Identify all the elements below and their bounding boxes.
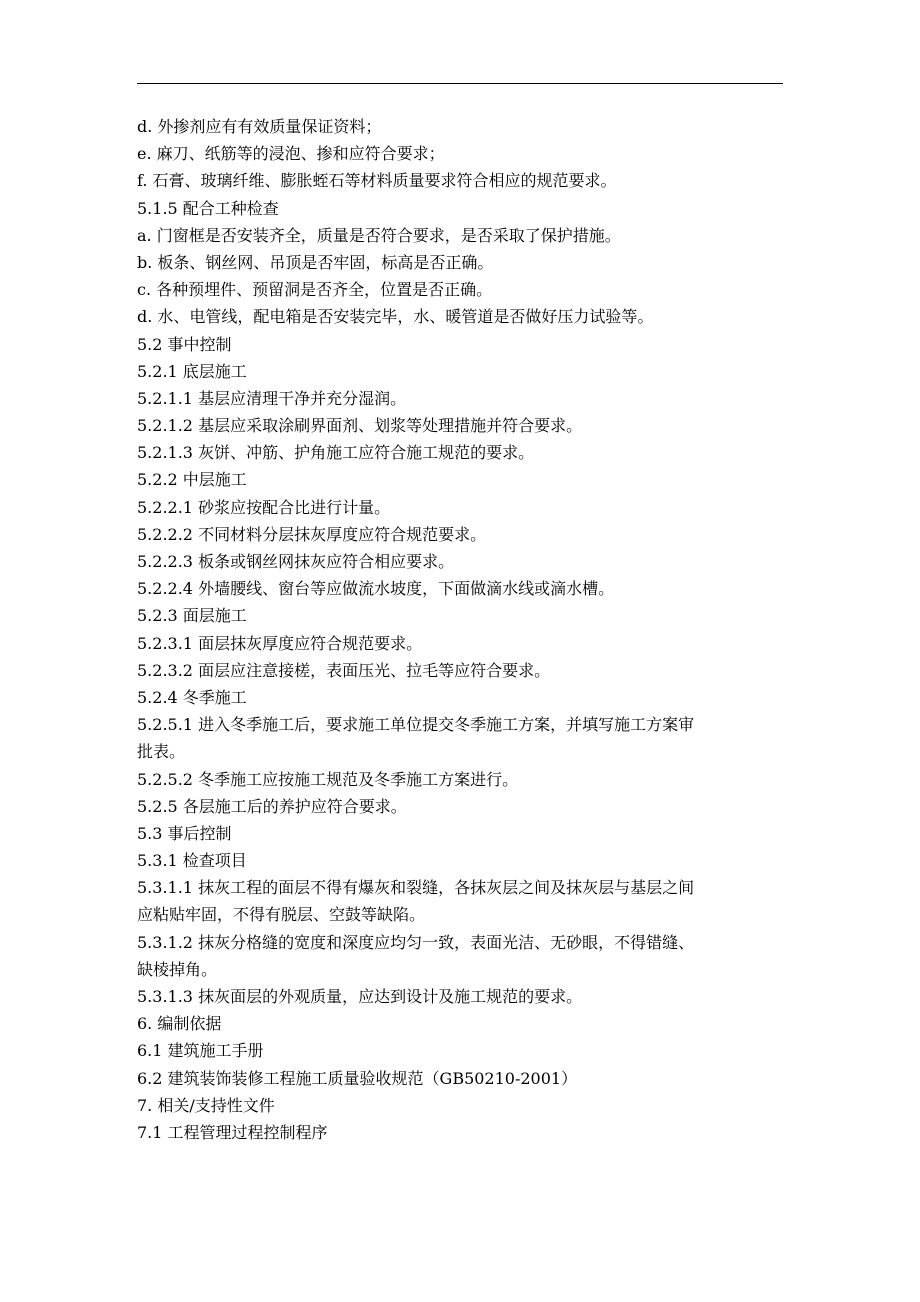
text-line: e. 麻刀、纸筋等的浸泡、掺和应符合要求； bbox=[137, 144, 445, 164]
text-line: 7.1 工程管理过程控制程序 bbox=[137, 1122, 328, 1142]
text-line: 5.3.1.3 抹灰面层的外观质量，应达到设计及施工规范的要求。 bbox=[137, 987, 583, 1006]
document-body bbox=[137, 113, 787, 1146]
section-heading: 5.2 事中控制 bbox=[137, 334, 232, 354]
text-line: 5.3.1.2 抹灰分格缝的宽度和深度应均匀一致，表面光洁、无砂眼，不得错缝、 bbox=[137, 932, 695, 952]
section-heading: 5.2.2 中层施工 bbox=[137, 470, 247, 490]
text-line: d. 外掺剂应有有效质量保证资料； bbox=[137, 117, 382, 136]
text-line: 5.2.1.1 基层应清理干净并充分湿润。 bbox=[137, 388, 407, 408]
text-line: 6.2 建筑装饰装修工程施工质量验收规范（GB50210-2001） bbox=[137, 1068, 578, 1088]
text-line: 5.2.2.4 外墙腰线、窗台等应做流水坡度，下面做滴水线或滴水槽。 bbox=[137, 579, 615, 599]
text-line: 5.2.2.1 砂浆应按配合比进行计量。 bbox=[137, 497, 391, 517]
text-line: a. 门窗框是否安装齐全，质量是否符合要求，是否采取了保护措施。 bbox=[137, 225, 621, 245]
section-heading: 5.3.1 检查项目 bbox=[137, 851, 247, 871]
text-line: 5.2.5.2 冬季施工应按施工规范及冬季施工方案进行。 bbox=[137, 769, 519, 789]
text-line: b. 板条、钢丝网、吊顶是否牢固，标高是否正确。 bbox=[137, 252, 494, 272]
section-heading: 5.2.3 面层施工 bbox=[137, 606, 247, 626]
text-line: 5.2.5 各层施工后的养护应符合要求。 bbox=[137, 796, 407, 816]
text-line: 5.2.3.2 面层应注意接槎，表面压光、拉毛等应符合要求。 bbox=[137, 660, 551, 680]
text-line: 批表。 bbox=[137, 742, 186, 762]
section-heading: 7. 相关/支持性文件 bbox=[137, 1095, 275, 1115]
section-heading: 5.2.4 冬季施工 bbox=[137, 687, 247, 707]
section-heading: 6. 编制依据 bbox=[137, 1014, 222, 1034]
text-line: 5.2.2.2 不同材料分层抹灰厚度应符合规范要求。 bbox=[137, 524, 487, 544]
section-heading: 5.3 事后控制 bbox=[137, 823, 232, 843]
text-line: 6.1 建筑施工手册 bbox=[137, 1041, 264, 1061]
text-line: d. 水、电管线，配电箱是否安装完毕，水、暖管道是否做好压力试验等。 bbox=[137, 307, 654, 327]
text-line: 5.2.3.1 面层抹灰厚度应符合规范要求。 bbox=[137, 633, 423, 653]
text-line: 缺棱掉角。 bbox=[137, 959, 218, 979]
text-line: 5.2.1.2 基层应采取涂刷界面剂、划浆等处理措施并符合要求。 bbox=[137, 416, 583, 436]
text-line: 5.2.5.1 进入冬季施工后，要求施工单位提交冬季施工方案，并填写施工方案审 bbox=[137, 715, 695, 735]
section-heading: 5.2.1 底层施工 bbox=[137, 361, 247, 381]
text-line: c. 各种预埋件、预留洞是否齐全，位置是否正确。 bbox=[137, 280, 493, 300]
text-line: 5.2.2.3 板条或钢丝网抹灰应符合相应要求。 bbox=[137, 552, 455, 571]
section-heading: 5.1.5 配合工种检查 bbox=[137, 198, 279, 218]
text-line: f. 石膏、玻璃纤维、膨胀蛭石等材料质量要求符合相应的规范要求。 bbox=[137, 171, 617, 191]
header-rule bbox=[137, 83, 783, 84]
text-line: 应粘贴牢固，不得有脱层、空鼓等缺陷。 bbox=[137, 905, 426, 925]
text-line: 5.2.1.3 灰饼、冲筋、护角施工应符合施工规范的要求。 bbox=[137, 443, 535, 463]
text-line: 5.3.1.1 抹灰工程的面层不得有爆灰和裂缝，各抹灰层之间及抹灰层与基层之间 bbox=[137, 878, 695, 898]
